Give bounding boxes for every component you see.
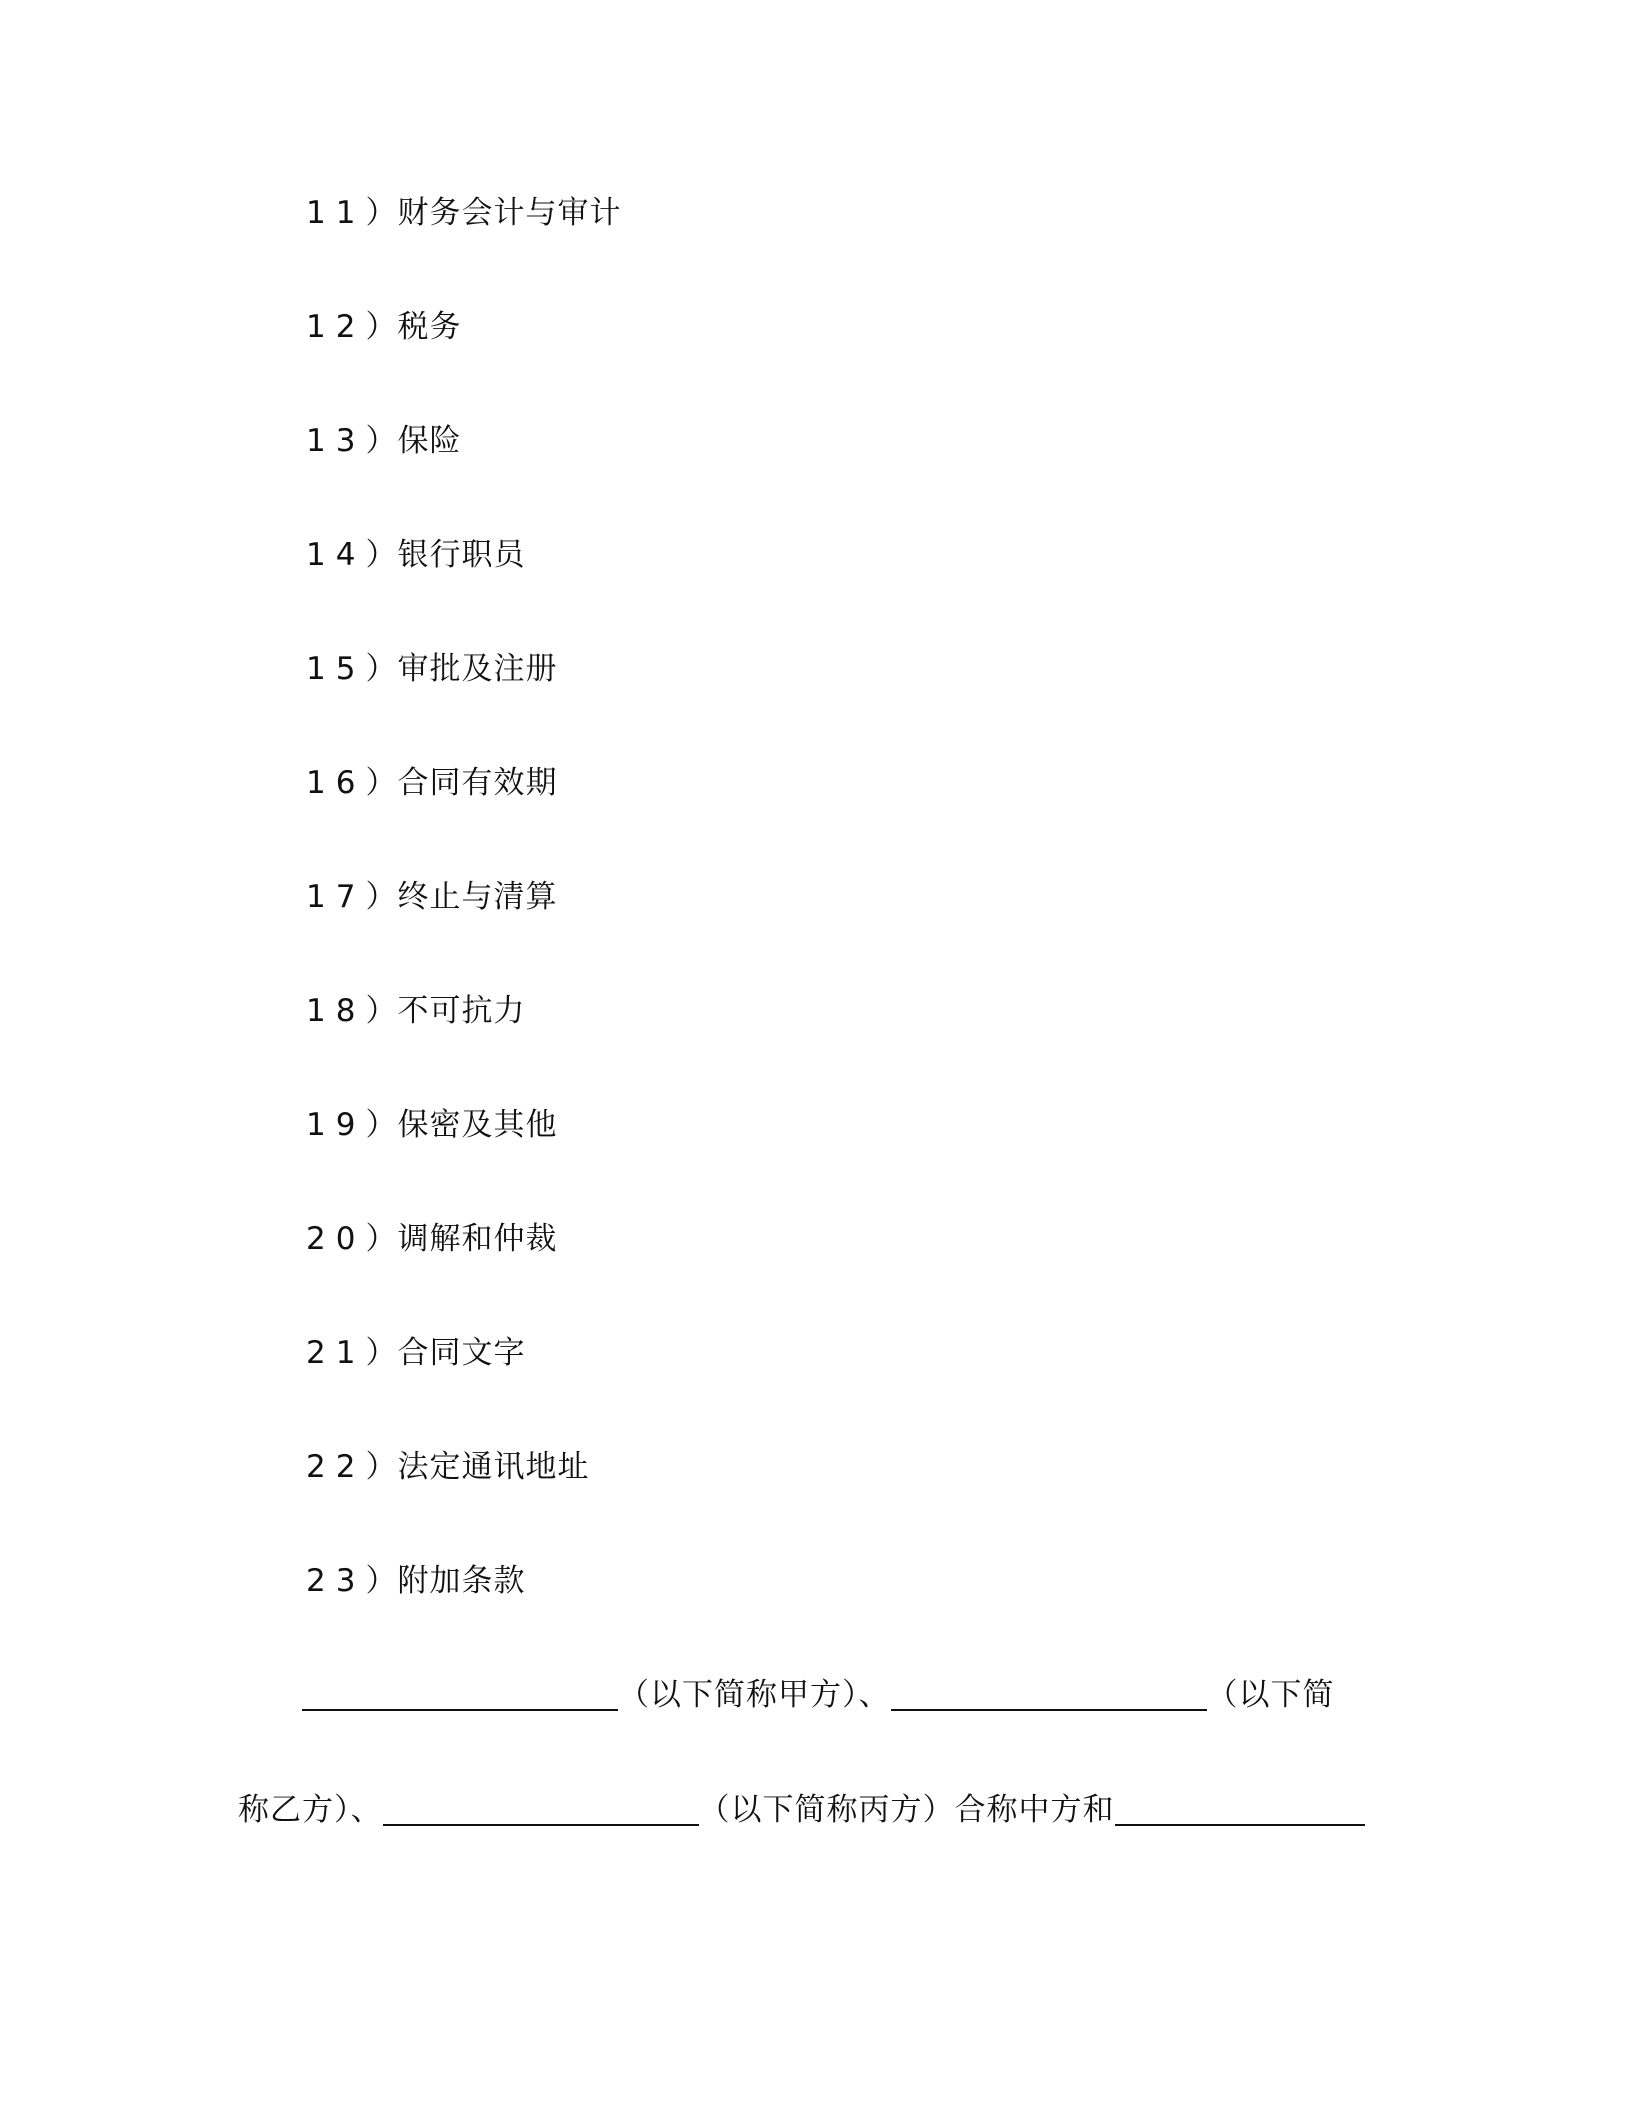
item-number: 21 [306,1335,366,1371]
list-item [306,1219,557,1259]
item-text: ）合同文字 [365,1335,526,1371]
item-text: ）终止与清算 [365,879,558,915]
party-b-label-part2: 称乙方）、 [238,1792,383,1828]
list-item [306,193,621,233]
item-text: ）保密及其他 [365,1107,558,1143]
list-item [306,991,525,1031]
item-number: 22 [306,1449,366,1485]
list-item [306,1105,557,1145]
item-number: 19 [306,1107,366,1143]
list-item [306,421,461,461]
list-item [306,649,557,689]
item-number: 17 [306,879,366,915]
list-item [306,877,557,917]
item-text: ）法定通讯地址 [365,1449,590,1485]
item-text: ）财务会计与审计 [365,195,622,231]
item-number: 14 [306,537,366,573]
party-c-label: （以下简称丙方）合称中方和 [698,1792,1115,1828]
party-a-blank[interactable] [302,1679,618,1711]
party-b-label-part1: （以下简 [1206,1677,1335,1713]
list-item [306,307,461,347]
item-text: ）审批及注册 [365,651,558,687]
list-item [306,763,557,803]
item-number: 15 [306,651,366,687]
item-number: 16 [306,765,366,801]
item-number: 13 [306,423,366,459]
item-text: ）银行职员 [365,537,526,573]
item-text: ）不可抗力 [365,993,526,1029]
item-number: 23 [306,1563,366,1599]
parties-line-1 [302,1675,1335,1715]
parties-line-2 [238,1790,1365,1830]
item-number: 18 [306,993,366,1029]
list-item [306,535,525,575]
item-text: ）附加条款 [365,1563,526,1599]
party-b-blank[interactable] [891,1679,1207,1711]
item-number: 20 [306,1221,366,1257]
party-c-blank[interactable] [383,1794,699,1826]
list-item [306,1561,525,1601]
item-number: 11 [306,195,366,231]
list-item [306,1333,525,1373]
item-number: 12 [306,309,366,345]
list-item [306,1447,589,1487]
foreign-party-blank[interactable] [1115,1794,1365,1826]
party-a-label: （以下简称甲方）、 [618,1677,891,1713]
item-text: ）保险 [365,423,462,459]
item-text: ）调解和仲裁 [365,1221,558,1257]
item-text: ）合同有效期 [365,765,558,801]
item-text: ）税务 [365,309,462,345]
